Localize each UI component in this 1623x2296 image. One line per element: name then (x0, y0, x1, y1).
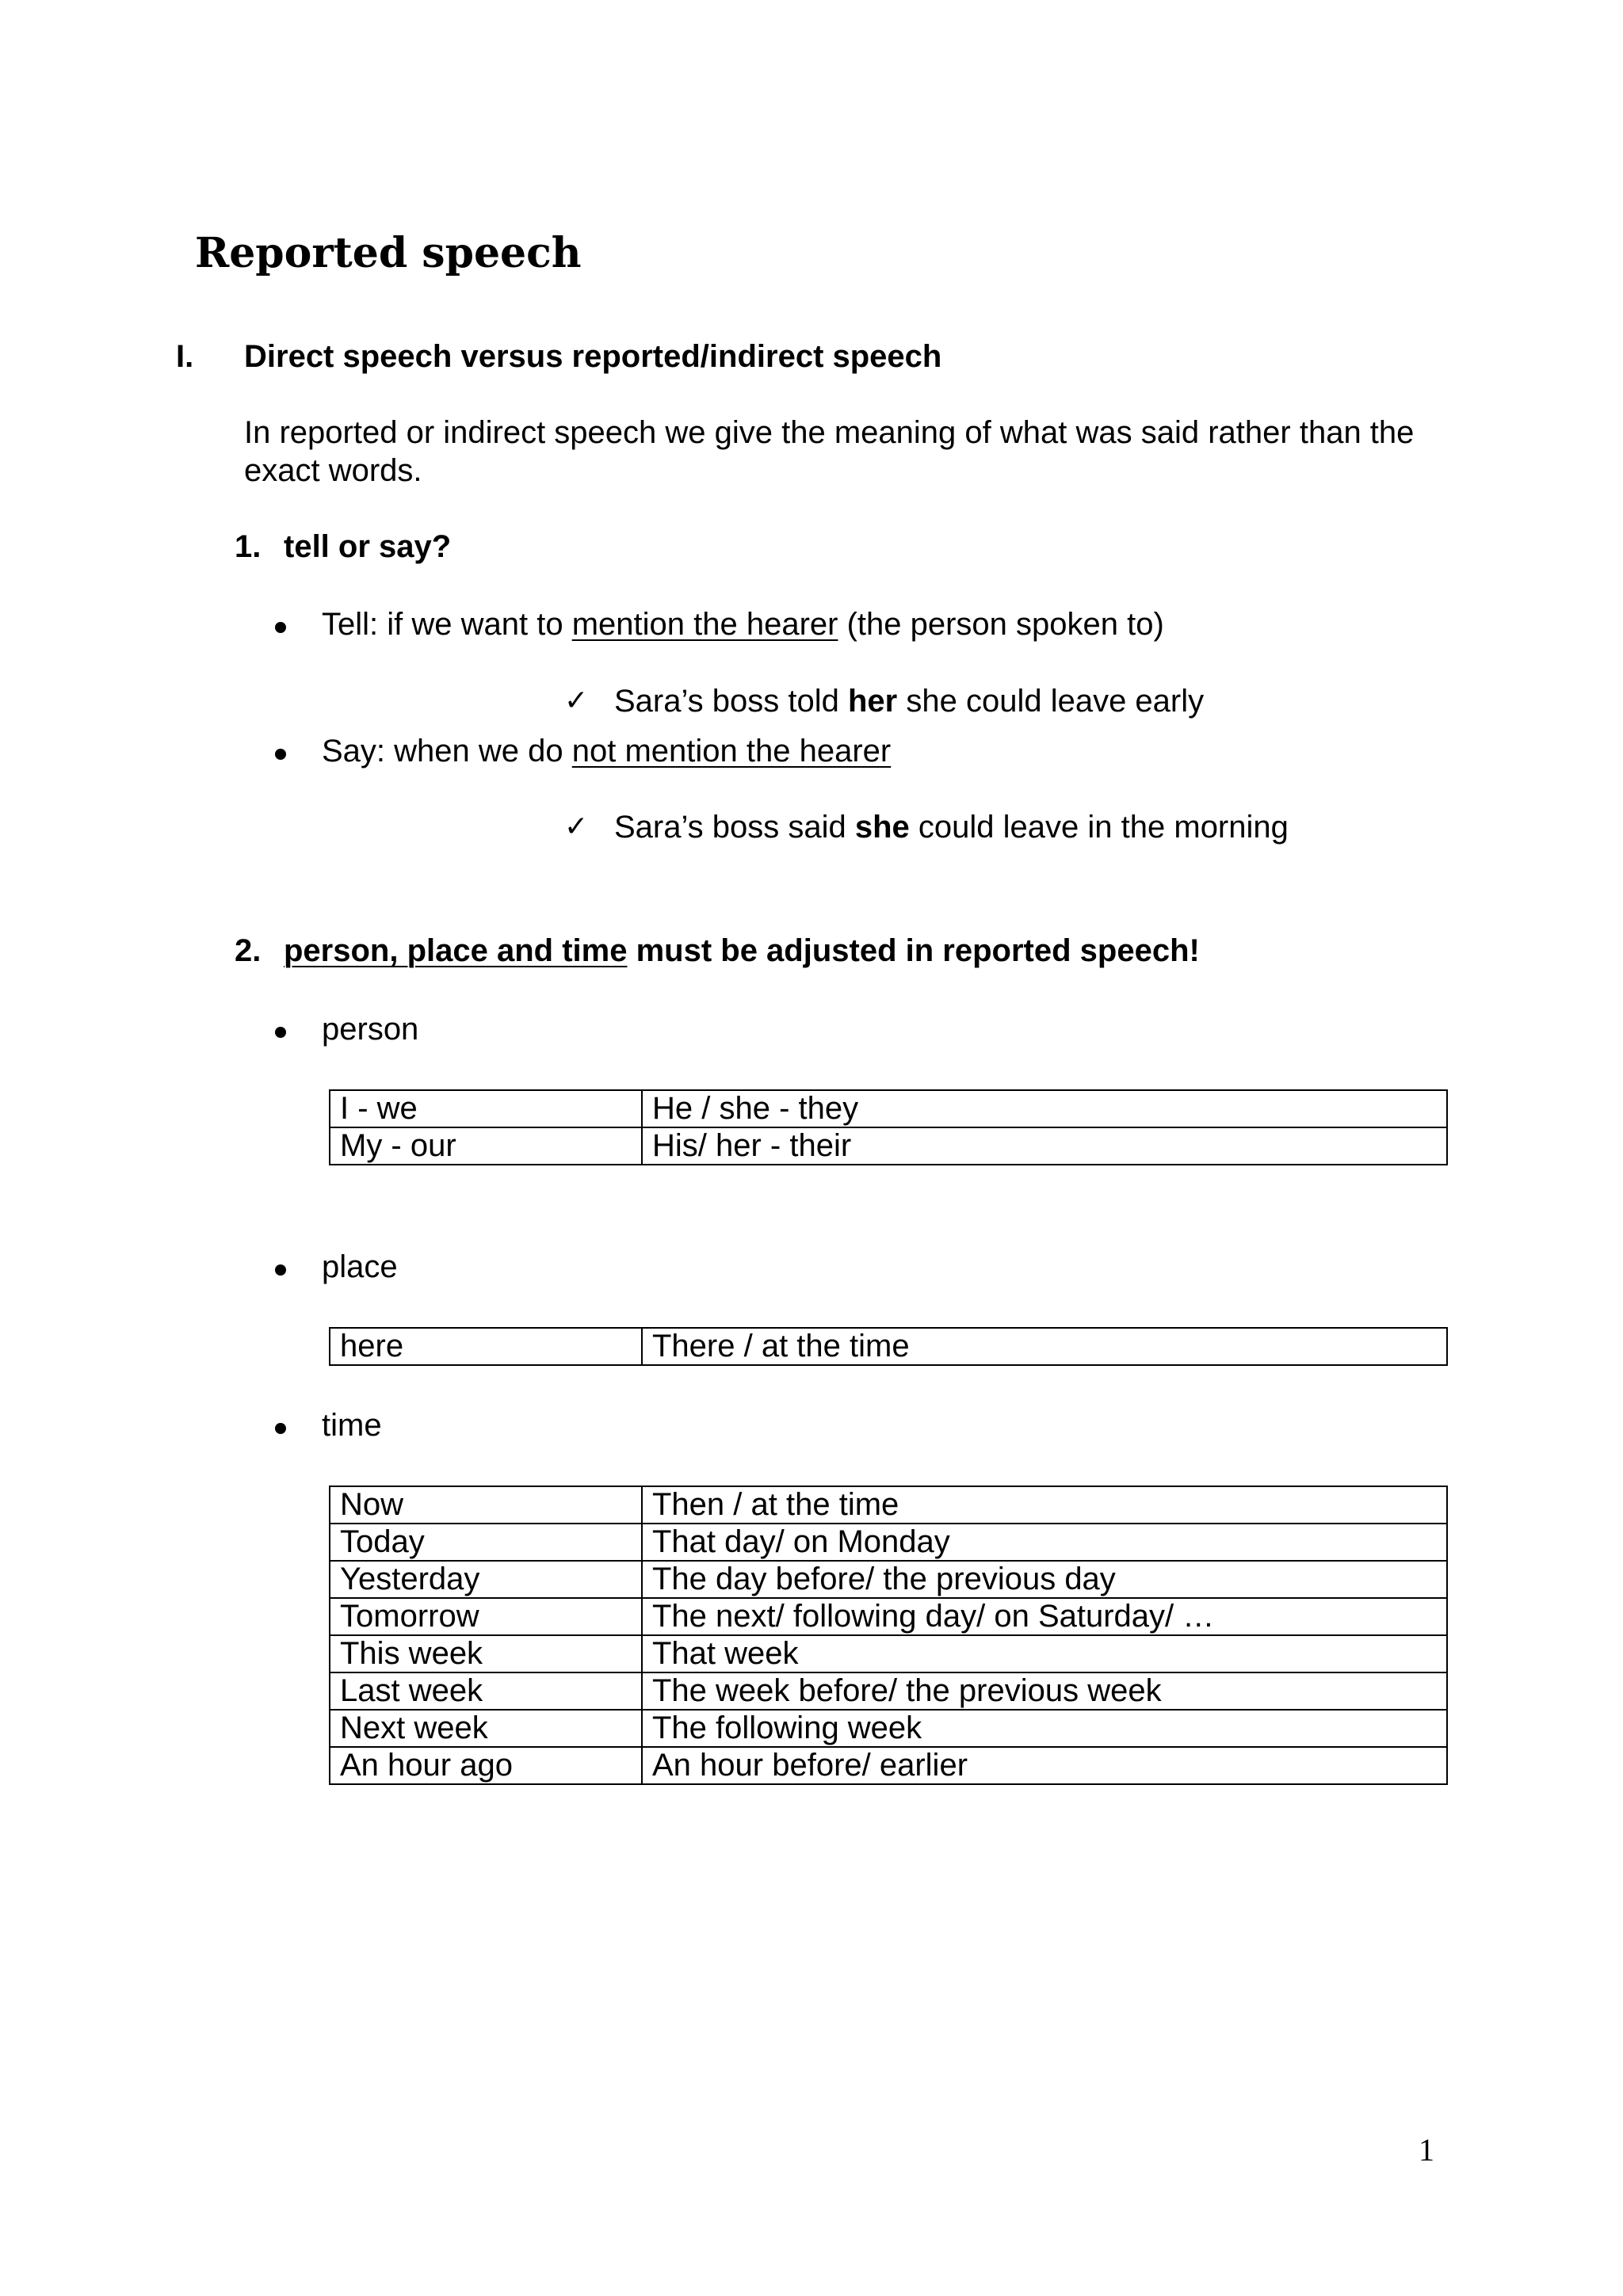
time-table (329, 1486, 1448, 1785)
place-label: place (322, 1249, 398, 1284)
tell-example-before: Sara’s boss told (614, 684, 848, 719)
table-row (330, 1328, 1447, 1365)
table-row (330, 1672, 1447, 1710)
table-row (330, 1127, 1447, 1165)
reported-form-cell: He / she - they (642, 1090, 1447, 1127)
table-row (330, 1635, 1447, 1672)
sub1-number: 1. (235, 529, 262, 564)
section-number: I. (176, 339, 194, 374)
tell-rule-prefix: Tell: if we want to (322, 607, 572, 642)
reported-form-cell: Then / at the time (642, 1486, 1447, 1524)
place-table (329, 1327, 1448, 1366)
direct-form-cell: My - our (330, 1127, 642, 1165)
say-example (614, 808, 1289, 846)
table-row (330, 1710, 1447, 1747)
person-table (329, 1089, 1448, 1165)
checkmark-icon: ✓ (564, 810, 589, 843)
say-example-after: could leave in the morning (909, 810, 1289, 845)
tell-rule-underlined: mention the hearer (571, 607, 838, 642)
reported-form-cell: The next/ following day/ on Saturday/ … (642, 1598, 1447, 1635)
direct-form-cell: I - we (330, 1090, 642, 1127)
sub2-heading (284, 932, 1200, 970)
direct-form-cell: An hour ago (330, 1747, 642, 1784)
person-label: person (322, 1012, 419, 1047)
say-rule (322, 732, 891, 770)
bullet-icon (275, 1264, 286, 1276)
reported-form-cell: An hour before/ earlier (642, 1747, 1447, 1784)
reported-form-cell: The week before/ the previous week (642, 1672, 1447, 1710)
tell-example-bold: her (847, 684, 898, 719)
tell-example (614, 682, 1204, 720)
table-row (330, 1561, 1447, 1598)
direct-form-cell: Tomorrow (330, 1598, 642, 1635)
tell-example-after: she could leave early (897, 684, 1205, 719)
say-example-before: Sara’s boss said (614, 810, 855, 845)
reported-form-cell: The following week (642, 1710, 1447, 1747)
direct-form-cell: Yesterday (330, 1561, 642, 1598)
tell-rule-suffix: (the person spoken to) (838, 607, 1164, 642)
tell-rule (322, 605, 1164, 643)
section-intro: In reported or indirect speech we give the meaning of what was said rather than the exact words. (244, 415, 1415, 488)
reported-form-cell: That week (642, 1635, 1447, 1672)
table-row (330, 1524, 1447, 1561)
document-title: Reported speech (195, 229, 582, 277)
say-rule-prefix: Say: when we do (322, 734, 572, 769)
direct-form-cell: Last week (330, 1672, 642, 1710)
page-number: 1 (1419, 2132, 1434, 2168)
direct-form-cell: This week (330, 1635, 642, 1672)
sub2-heading-underlined: person, place and time (284, 933, 628, 968)
bullet-icon (275, 622, 286, 633)
reported-form-cell: There / at the time (642, 1328, 1447, 1365)
sub2-number: 2. (235, 933, 262, 968)
direct-form-cell: Now (330, 1486, 642, 1524)
checkmark-icon: ✓ (564, 685, 589, 717)
sub2-heading-rest: must be adjusted in reported speech! (627, 933, 1200, 968)
say-rule-underlined: not mention the hearer (571, 734, 892, 769)
reported-form-cell: His/ her - their (642, 1127, 1447, 1165)
table-row (330, 1747, 1447, 1784)
table-row (330, 1486, 1447, 1524)
direct-form-cell: Today (330, 1524, 642, 1561)
reported-form-cell: The day before/ the previous day (642, 1561, 1447, 1598)
say-example-bold: she (854, 810, 910, 845)
sub1-heading: tell or say? (284, 529, 452, 564)
reported-form-cell: That day/ on Monday (642, 1524, 1447, 1561)
table-row (330, 1090, 1447, 1127)
direct-form-cell: Next week (330, 1710, 642, 1747)
time-label: time (322, 1408, 382, 1443)
table-row (330, 1598, 1447, 1635)
section-heading: Direct speech versus reported/indirect speech (244, 339, 942, 374)
direct-form-cell: here (330, 1328, 642, 1365)
bullet-icon (275, 1423, 286, 1434)
bullet-icon (275, 1027, 286, 1038)
bullet-icon (275, 749, 286, 760)
